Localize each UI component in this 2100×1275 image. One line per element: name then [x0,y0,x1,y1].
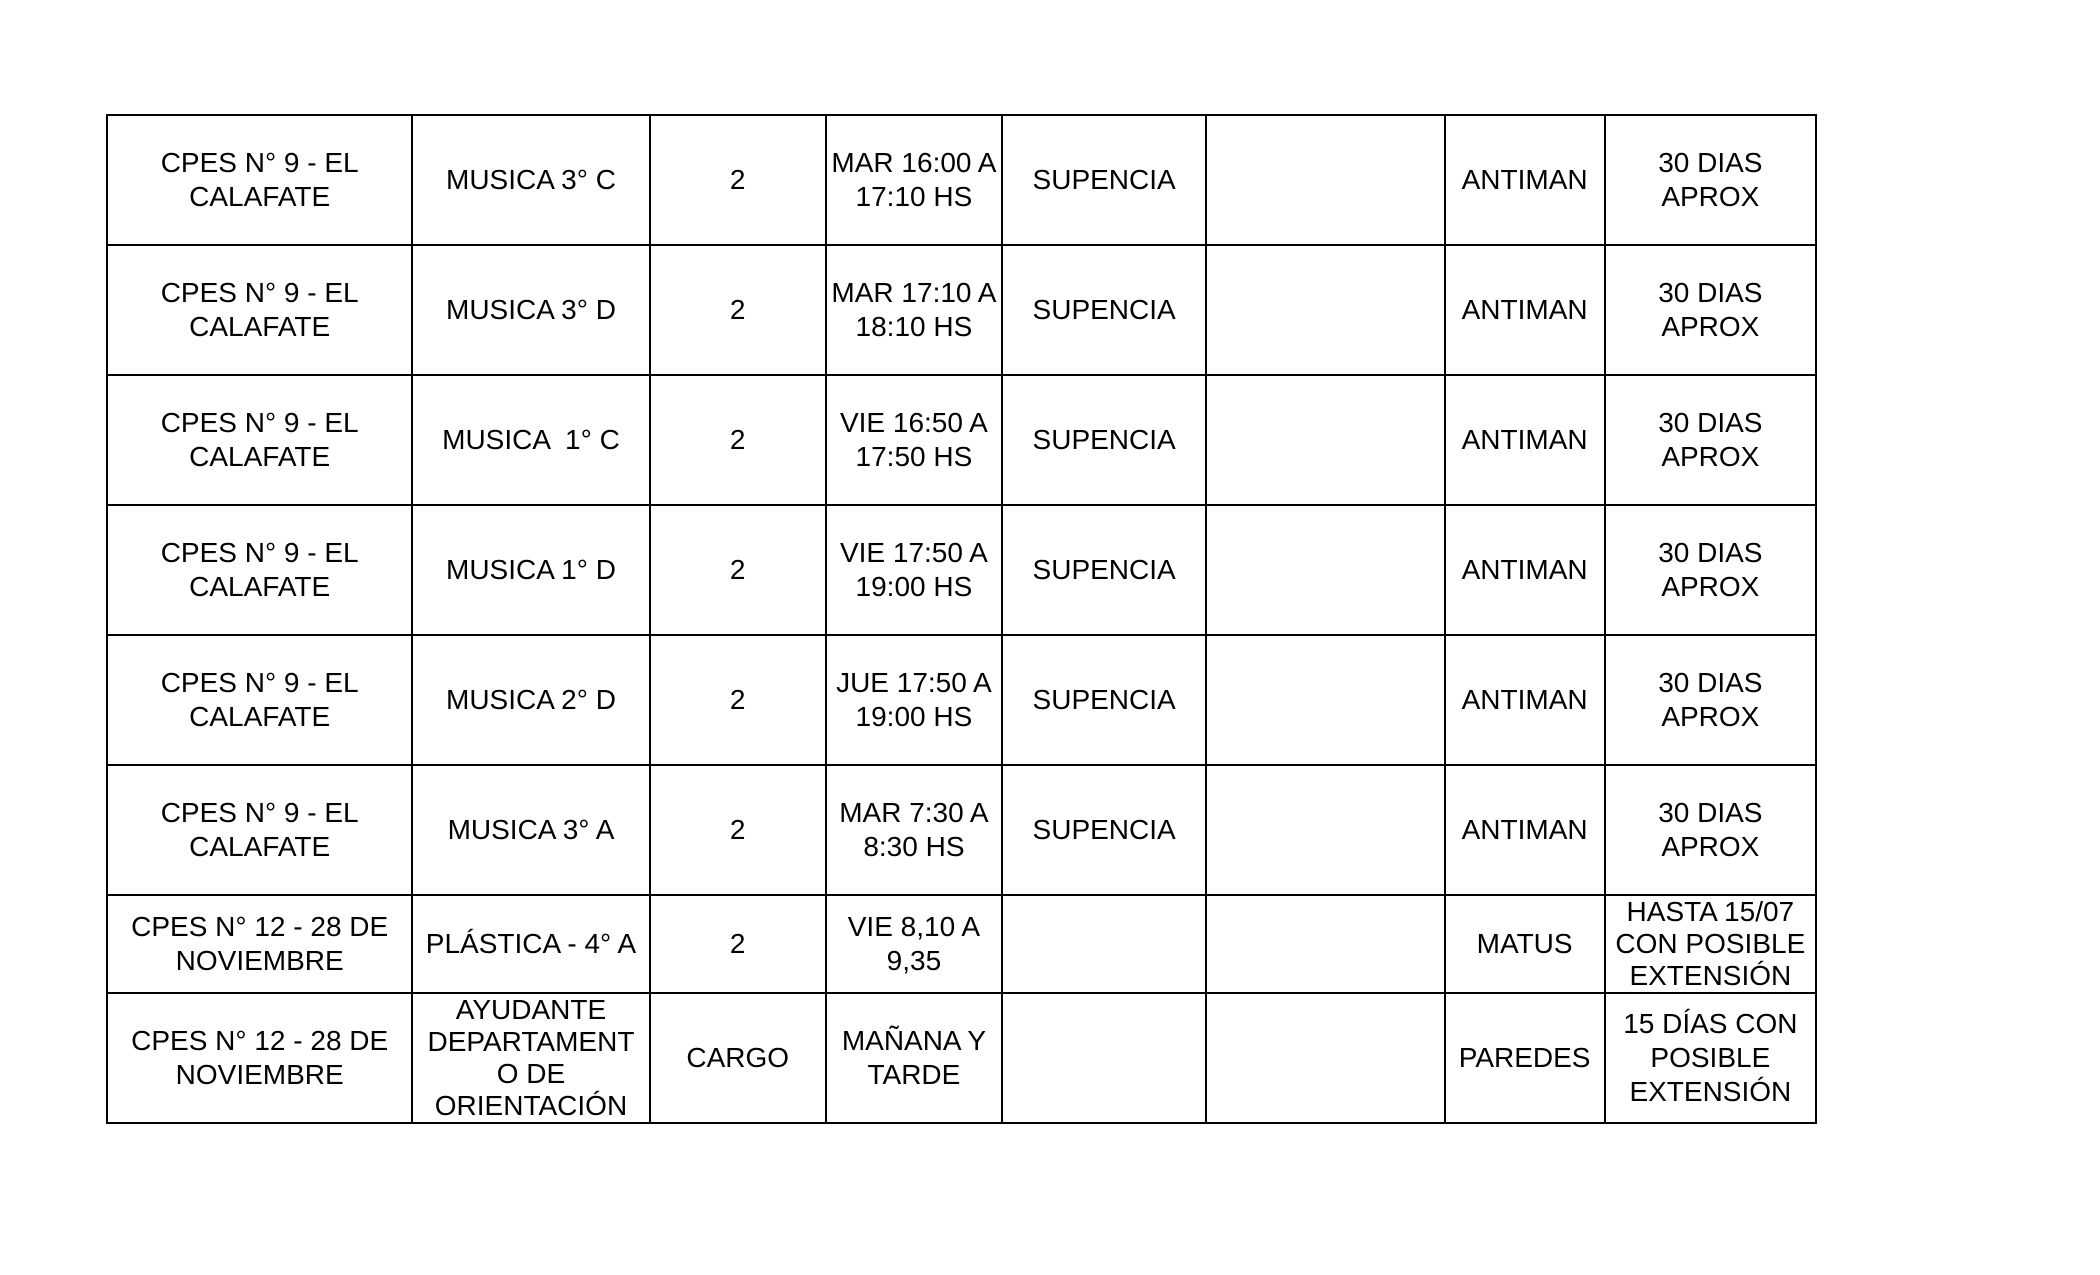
school-cell: CPES N° 9 - EL CALAFATE [107,375,412,505]
school-cell: CPES N° 9 - EL CALAFATE [107,115,412,245]
empty-cell [1206,115,1444,245]
duration-cell: 15 DÍAS CON POSIBLE EXTENSIÓN [1605,993,1816,1123]
vacancies-table [106,114,1817,1124]
schedule-cell: VIE 8,10 A 9,35 [826,895,1002,993]
empty-cell [1206,765,1444,895]
schedule-cell: MAR 16:00 A 17:10 HS [826,115,1002,245]
teacher-cell: ANTIMAN [1445,375,1605,505]
school-cell: CPES N° 12 - 28 DE NOVIEMBRE [107,895,412,993]
table-row [107,635,1816,765]
school-cell: CPES N° 12 - 28 DE NOVIEMBRE [107,993,412,1123]
duration-cell: HASTA 15/07 CON POSIBLE EXTENSIÓN [1605,895,1816,993]
hours-cell: 2 [650,245,826,375]
hours-cell: 2 [650,895,826,993]
hours-cell: CARGO [650,993,826,1123]
table-row [107,375,1816,505]
subject-cell: MUSICA 3° D [412,245,649,375]
duration-cell: 30 DIAS APROX [1605,375,1816,505]
school-cell: CPES N° 9 - EL CALAFATE [107,245,412,375]
school-cell: CPES N° 9 - EL CALAFATE [107,505,412,635]
school-cell: CPES N° 9 - EL CALAFATE [107,635,412,765]
table-row [107,895,1816,993]
type-cell [1002,993,1206,1123]
table-row [107,115,1816,245]
teacher-cell: ANTIMAN [1445,765,1605,895]
table-row [107,993,1816,1123]
type-cell: SUPENCIA [1002,245,1206,375]
teacher-cell: ANTIMAN [1445,505,1605,635]
empty-cell [1206,993,1444,1123]
hours-cell: 2 [650,505,826,635]
type-cell: SUPENCIA [1002,765,1206,895]
duration-cell: 30 DIAS APROX [1605,505,1816,635]
teacher-cell: ANTIMAN [1445,635,1605,765]
empty-cell [1206,635,1444,765]
schedule-cell: JUE 17:50 A 19:00 HS [826,635,1002,765]
subject-cell: MUSICA 1° D [412,505,649,635]
type-cell: SUPENCIA [1002,115,1206,245]
subject-cell: MUSICA 1° C [412,375,649,505]
teacher-cell: ANTIMAN [1445,245,1605,375]
duration-cell: 30 DIAS APROX [1605,115,1816,245]
empty-cell [1206,505,1444,635]
schedule-cell: MAÑANA Y TARDE [826,993,1002,1123]
table-row [107,245,1816,375]
duration-cell: 30 DIAS APROX [1605,245,1816,375]
type-cell: SUPENCIA [1002,375,1206,505]
subject-cell: MUSICA 2° D [412,635,649,765]
empty-cell [1206,245,1444,375]
table-row [107,765,1816,895]
teacher-cell: ANTIMAN [1445,115,1605,245]
hours-cell: 2 [650,635,826,765]
subject-cell: AYUDANTE DEPARTAMENT O DE ORIENTACIÓN [412,993,649,1123]
subject-cell: MUSICA 3° A [412,765,649,895]
hours-cell: 2 [650,375,826,505]
subject-cell: MUSICA 3° C [412,115,649,245]
type-cell: SUPENCIA [1002,635,1206,765]
empty-cell [1206,895,1444,993]
type-cell [1002,895,1206,993]
teacher-cell: PAREDES [1445,993,1605,1123]
hours-cell: 2 [650,765,826,895]
school-cell: CPES N° 9 - EL CALAFATE [107,765,412,895]
schedule-cell: VIE 16:50 A 17:50 HS [826,375,1002,505]
schedule-cell: MAR 7:30 A 8:30 HS [826,765,1002,895]
duration-cell: 30 DIAS APROX [1605,635,1816,765]
schedule-cell: VIE 17:50 A 19:00 HS [826,505,1002,635]
schedule-cell: MAR 17:10 A 18:10 HS [826,245,1002,375]
table-row [107,505,1816,635]
duration-cell: 30 DIAS APROX [1605,765,1816,895]
subject-cell: PLÁSTICA - 4° A [412,895,649,993]
type-cell: SUPENCIA [1002,505,1206,635]
empty-cell [1206,375,1444,505]
teacher-cell: MATUS [1445,895,1605,993]
hours-cell: 2 [650,115,826,245]
